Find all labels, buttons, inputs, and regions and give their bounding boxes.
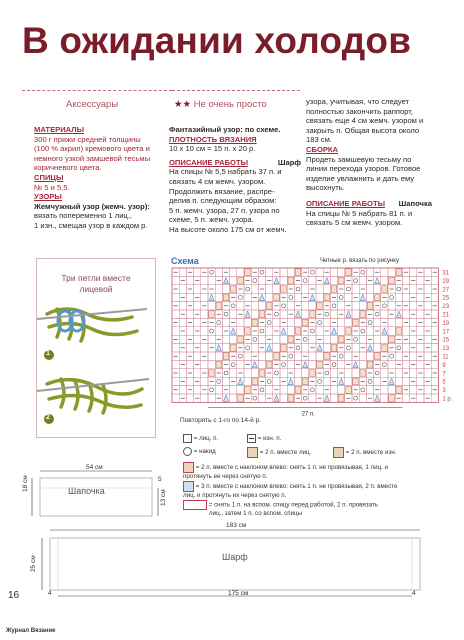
k2tog-mark [338,395,344,402]
k2tog-mark [223,353,229,360]
k2tog-mark [389,277,395,284]
k2tog-mark [317,302,323,309]
row-number: 9 [442,362,446,369]
work-line: схеме, 5 п. жемч. узора. [169,215,254,225]
k2tog-mark [259,370,265,377]
k2tog-mark [346,269,352,276]
hat-band-label: 5 [158,476,162,483]
row-number: 25 [442,295,450,302]
k2tog-mark [374,294,380,301]
k2tog-mark [266,302,272,309]
schema-note: Четные р. вязать по рисунку [320,258,399,264]
scarf-label: Шарф [222,552,248,562]
category-label: Аксессуары [66,99,119,110]
k2tog-mark [353,378,359,385]
k2tog-mark [360,370,366,377]
row-number: 19 [442,320,450,327]
k2tog-mark [302,319,308,326]
k2tog-mark [338,336,344,343]
density-text: 10 х 10 см = 15 п. х 20 р. [169,144,256,154]
hat-label: Шапочка [68,486,105,496]
k2tog-mark [389,395,395,402]
technique-illustration [36,258,156,438]
hat-item: Шапочка [398,198,432,208]
k2tog-mark [230,286,236,293]
k2tog-mark [288,336,294,343]
row-number: 15 [442,337,450,344]
assembly-line: высохнуть. [306,183,345,193]
difficulty-label: ★★ Не очень просто [174,99,267,110]
needles-text: № 5 и 5,5. [34,182,70,192]
chart-width-label: 27 п. [301,411,315,418]
k2tog-mark [209,311,215,318]
k2tog-mark [324,353,330,360]
assembly-line: Продеть замшевую тесьму по [306,154,412,164]
k2tog-mark [317,361,323,368]
k2tog-mark [281,344,287,351]
row-number: 11 [442,354,449,361]
k2tog-mark [238,277,244,284]
k2tog-mark [353,319,359,326]
hat-body-height-label: 13 см [160,489,167,506]
illustration-caption: Три петли вместе лицевой [61,273,131,294]
repeat-note: Повторять с 1-го по 14-й р. [180,417,262,424]
cont-line: 183 см. [306,135,332,145]
knit-symbol-icon [183,434,192,443]
k2tog-mark [274,294,280,301]
row-number: 23 [442,304,450,311]
k2tog-mark [295,328,301,335]
k2tog-mark [382,286,388,293]
pattern-line: вязать попеременно 1 лиц., [34,211,132,221]
work-line: На высоте около 175 см от жемч. [169,224,287,234]
hat-width-label: 54 см [86,464,103,471]
page-number: 16 [8,590,20,601]
materials-line: немного узкой замшевой тесьмы [34,153,151,163]
scarf-total-label: 183 см [226,522,247,529]
k2tog-mark [209,370,215,377]
yarn-over-icon [183,447,192,456]
k2tog-mark [346,328,352,335]
k2tog-icon [247,447,258,458]
k2tog-mark [396,269,402,276]
k2tog-mark [238,336,244,343]
stars-icon: ★★ [174,99,192,110]
k2tog-mark [396,328,402,335]
double-decrease-icon [183,481,194,492]
cont-line: узора, учитывая, что следует [306,97,410,106]
row-number: 1 р. [442,396,453,403]
column-materials [34,125,166,231]
k2tog-mark [238,395,244,402]
k2tog-mark [252,378,258,385]
k2tog-mark [331,286,337,293]
hat-line: На спицы № 5 набрать 81 п. и [306,208,413,218]
header-rule-left [22,90,172,91]
work-line: делив п. следующим образом: [169,196,277,206]
work-line: 5 п. жемч. узора, 27 п. узора по [169,205,280,215]
k2tog-mark [288,395,294,402]
row-number: 3 [442,388,446,395]
legend-k2tog: = 2 п. вместе лиц. [247,447,311,458]
k2tog-mark [346,386,352,393]
k2tog-mark [396,386,402,393]
k2tog-mark [295,386,301,393]
fancy-pattern: Фантазийный узор: по схеме. [169,125,281,134]
density-heading: ПЛОТНОСТЬ ВЯЗАНИЯ [169,134,257,144]
materials-line: 300 г пряжи средней толщины [34,134,141,144]
k2tog-mark [259,311,265,318]
row-number: 7 [442,371,446,378]
k2tog-mark [382,344,388,351]
row-number: 5 [442,379,446,386]
k2tog-mark [216,302,222,309]
k2tog-mark [367,361,373,368]
work-line: На спицы № 5,5 набрать 37 п. и [169,167,282,177]
k2tog-mark [288,277,294,284]
k2tog-mark [389,336,395,343]
legend-double-dec: = 3 п. вместе с наклоном влево: снять 1 п. не провязывая, 2 п. вместе лиц. и протянуть их через снятую п. [183,481,451,500]
page-title: В ожидании холодов [22,20,412,61]
row-number: 17 [442,329,450,336]
needles-heading: СПИЦЫ [34,172,64,182]
left-decrease-icon [183,462,194,473]
k2tog-mark [245,328,251,335]
k2tog-mark [338,277,344,284]
row-number: 29 [442,278,450,285]
k2tog-mark [216,361,222,368]
row-number: 21 [442,312,450,319]
column-assembly [306,97,432,228]
k2tog-mark [274,353,280,360]
legend-left-dec: = 2 п. вместе с наклоном влево: снять 1 п. не провязывая, 1 лиц. и протянуть ее через снятую п. [183,462,451,481]
assembly-heading: СБОРКА [306,144,339,154]
materials-line: коричневого цвета. [34,163,102,173]
work-line: Продолжить вязание, распре- [169,186,275,196]
assembly-line: линии перехода узоров. Готовое [306,164,421,174]
step-2-number: 2 [46,414,50,421]
k2tog-mark [374,353,380,360]
k2tog-mark [266,361,272,368]
cont-line: закрыть п. Общая высота около [306,125,420,135]
row-number: 31 [442,270,450,277]
legend-p2tog: = 2 п. вместе изн. [333,447,396,458]
k2tog-mark [252,319,258,326]
k2tog-mark [223,294,229,301]
k2tog-mark [281,286,287,293]
brand-mark: Журнал Вязание [6,628,56,634]
cont-line: полностью закончить раппорт, [306,106,414,116]
legend-yo: = накид [183,447,216,456]
k2tog-mark [360,311,366,318]
purl-symbol-icon [247,434,256,443]
chart-legend [183,434,453,516]
legend-purl: = изн. п. [247,434,281,443]
k2tog-mark [295,269,301,276]
materials-line: (100 % акрил) кремового цвета и [34,144,150,154]
knitting-drawing [37,259,155,437]
hat-heading: ОПИСАНИЕ РАБОТЫ [306,198,386,208]
patterns-heading: УЗОРЫ [34,192,62,202]
cont-line: связать еще 4 см жемч. узором и [306,116,424,126]
legend-cable: = снять 1 п. на вспом. спицу перед работой, 2 п. провязать лиц., затем 1 п. со вспом. спицы [183,500,451,518]
hat-line: связать 5 см жемч. узором. [306,218,403,228]
hat-height-label: 18 см [22,475,29,492]
materials-heading: МАТЕРИАЛЫ [34,125,84,134]
k2tog-mark [310,370,316,377]
k2tog-mark [331,344,337,351]
schema-title: Схема [171,256,199,266]
step-1-number: 1 [46,350,50,357]
k2tog-mark [230,344,236,351]
k2tog-mark [302,378,308,385]
p2tog-icon [333,447,344,458]
scarf-height-label: 25 см [30,555,37,572]
pattern-line: 1 изн., смещая узор в каждом р. [34,220,148,230]
row-number: 27 [442,287,450,294]
assembly-line: изделие увлажнить и дать ему [306,173,415,183]
k2tog-mark [245,386,251,393]
scarf-end-left: 4 [48,590,52,597]
scarf-end-right: 4 [412,590,416,597]
column-density [169,125,301,235]
pattern-name: Жемчужный узор (жемч. узор): [34,201,150,211]
scarf-inner-label: 175 см [228,590,249,597]
work-line: связать 4 см жемч. узором. [169,176,266,186]
header-rule-mid [172,90,300,91]
knitting-chart [170,266,460,426]
k2tog-mark [245,269,251,276]
work-item: Шарф [277,157,301,167]
k2tog-mark [310,311,316,318]
work-heading: ОПИСАНИЕ РАБОТЫ [169,157,249,167]
cable-icon [183,500,207,510]
row-number: 13 [442,346,450,353]
k2tog-mark [367,302,373,309]
k2tog-mark [324,294,330,301]
legend-knit: = лиц. п. [183,434,218,443]
